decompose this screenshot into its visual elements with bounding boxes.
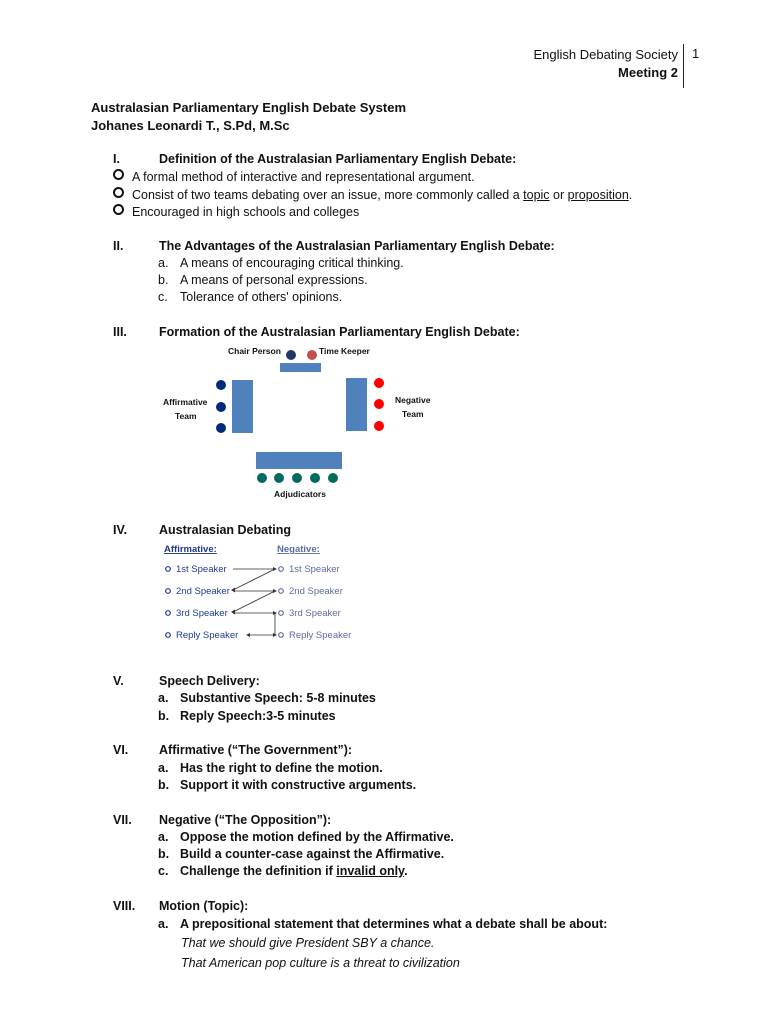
negative-speaker: 2nd Speaker [289, 586, 343, 597]
affirmative-speaker: 2nd Speaker [176, 586, 230, 597]
page-number: 1 [692, 46, 700, 61]
invalid-only-term: invalid only [336, 864, 405, 878]
speaker-bullet [279, 633, 284, 638]
bullet-item [113, 204, 359, 219]
bullet-icon [113, 187, 124, 198]
section-number: II. [113, 239, 124, 253]
negative-column-heading: Negative: [277, 544, 320, 555]
speaker-bullet [166, 567, 171, 572]
section-title: Negative (“The Opposition”): [159, 813, 332, 827]
affirmative-speaker-dot [216, 402, 226, 412]
affirmative-team-label: Team [175, 411, 197, 421]
adjudicator-dot [328, 473, 338, 483]
section-number: I. [113, 152, 120, 166]
affirmative-speaker: 3rd Speaker [176, 608, 228, 619]
arrow-heads [231, 567, 277, 637]
bullet-text: Encouraged in high schools and colleges [132, 205, 360, 219]
proposition-term: proposition [567, 188, 629, 202]
negative-team-label: Team [402, 409, 424, 419]
adjudicator-dot [257, 473, 267, 483]
speaker-bullet [166, 633, 171, 638]
list-item: c. Tolerance of others' opinions. [158, 290, 343, 304]
section-number: IV. [113, 523, 128, 537]
list-item: c. Challenge the definition if invalid only. [158, 864, 408, 878]
bullet-text: A formal method of interactive and representational argument. [132, 170, 475, 184]
list-item: b. Reply Speech:3-5 minutes [158, 709, 336, 723]
affirmative-column-heading: Affirmative: [164, 544, 217, 555]
bullet-text: . [628, 188, 633, 202]
section-title: Definition of the Australasian Parliamentary English Debate: [159, 152, 517, 166]
list-item: a. A means of encouraging critical thinking. [158, 256, 404, 270]
bullet-text: or [549, 188, 568, 202]
speaker-bullet [166, 611, 171, 616]
section-number: VII. [113, 813, 132, 827]
affirmative-speaker: Reply Speaker [176, 630, 239, 641]
affirmative-speaker: 1st Speaker [176, 564, 227, 575]
speaking-order-diagram [158, 540, 368, 645]
bullet-item [113, 187, 632, 202]
list-item: b. A means of personal expressions. [158, 273, 368, 287]
motion-example: That we should give President SBY a chance. [181, 936, 435, 950]
debate-formation-diagram [150, 342, 470, 507]
affirmative-table [232, 380, 253, 433]
negative-speaker: Reply Speaker [289, 630, 352, 641]
section-title: Australasian Debating [159, 523, 291, 537]
adjudicators-label: Adjudicators [274, 489, 326, 499]
list-item: a. Oppose the motion defined by the Affirmative. [158, 830, 454, 844]
list-item: b. Support it with constructive arguments. [158, 778, 417, 792]
negative-speaker: 1st Speaker [289, 564, 340, 575]
time-keeper-dot [307, 350, 317, 360]
adjudicator-dot [292, 473, 302, 483]
bullet-text: Consist of two teams debating over an issue, more commonly called a [132, 188, 524, 202]
negative-speaker-dot [374, 378, 384, 388]
section-title: The Advantages of the Australasian Parliamentary English Debate: [159, 239, 555, 253]
affirmative-speaker-dot [216, 423, 226, 433]
speaker-bullet [166, 589, 171, 594]
negative-table [346, 378, 367, 431]
section-title: Speech Delivery: [159, 674, 260, 688]
speaker-bullet [279, 567, 284, 572]
header-meeting: Meeting 2 [618, 65, 678, 80]
time-keeper-label: Time Keeper [319, 346, 370, 356]
negative-team-label: Negative [395, 395, 431, 405]
chair-person-dot [286, 350, 296, 360]
section-number: V. [113, 674, 124, 688]
header-org: English Debating Society [533, 47, 678, 62]
topic-term: topic [523, 188, 550, 202]
bullet-icon [113, 204, 124, 215]
speaker-bullet [279, 611, 284, 616]
list-item: b. Build a counter-case against the Affirmative. [158, 847, 445, 861]
speaking-order-arrows [233, 569, 275, 635]
speaker-bullet [279, 589, 284, 594]
list-item: a. A prepositional statement that determines what a debate shall be about: [158, 917, 608, 931]
section-title: Formation of the Australasian Parliamentary English Debate: [159, 325, 520, 339]
section-title: Motion (Topic): [159, 899, 249, 913]
adjudicator-table [256, 452, 342, 469]
section-number: VIII. [113, 899, 136, 913]
chair-person-label: Chair Person [228, 346, 281, 356]
section-number: III. [113, 325, 127, 339]
doc-author: Johanes Leonardi T., S.Pd, M.Sc [91, 118, 290, 133]
header-divider [683, 44, 684, 88]
negative-speaker: 3rd Speaker [289, 608, 341, 619]
affirmative-speaker-dot [216, 380, 226, 390]
negative-speaker-dot [374, 399, 384, 409]
list-item: a. Has the right to define the motion. [158, 761, 383, 775]
section-title: Affirmative (“The Government”): [159, 743, 353, 757]
bullet-item [113, 169, 475, 184]
negative-speaker-dot [374, 421, 384, 431]
adjudicator-dot [274, 473, 284, 483]
list-item: a. Substantive Speech: 5-8 minutes [158, 691, 376, 705]
chair-table [280, 363, 321, 372]
adjudicator-dot [310, 473, 320, 483]
motion-example: That American pop culture is a threat to civilization [181, 956, 460, 970]
doc-title: Australasian Parliamentary English Debate System [91, 100, 407, 115]
affirmative-team-label: Affirmative [163, 397, 208, 407]
bullet-icon [113, 169, 124, 180]
section-number: VI. [113, 743, 129, 757]
